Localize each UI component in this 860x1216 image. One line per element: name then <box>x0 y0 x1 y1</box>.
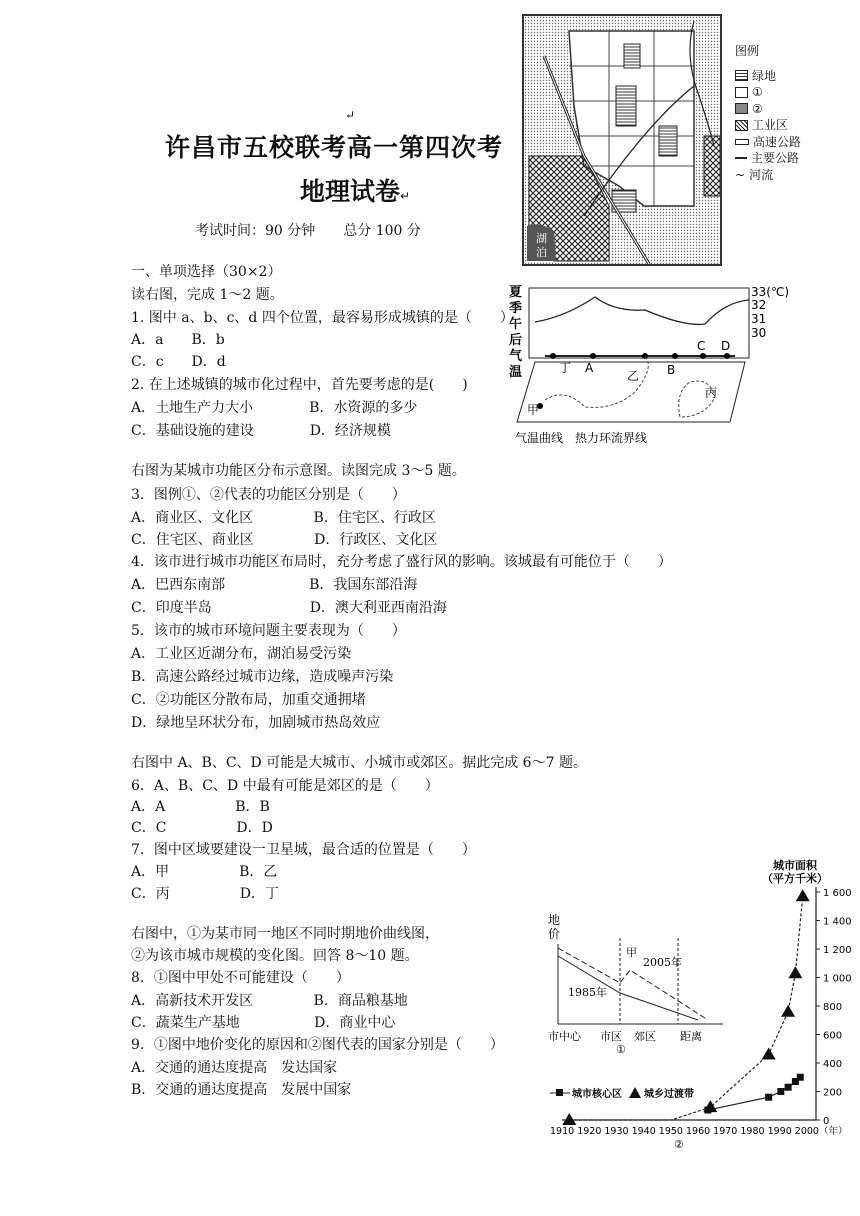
question-line: C．基础设施的建设 D．经济规模 <box>131 423 391 439</box>
y-tick-label: 1 200 <box>823 945 852 956</box>
question-line: D．绿地呈环状分布，加剧城市热岛效应 <box>131 715 381 731</box>
legend-transition-label: 城乡过渡带 <box>644 1089 694 1100</box>
temperature-figure <box>505 282 795 450</box>
svg-text:丙: 丙 <box>705 386 718 400</box>
y-tick-label: 1 400 <box>823 916 852 928</box>
svg-text:泊: 泊 <box>536 246 547 259</box>
question-line: 4．该市进行城市功能区布局时，充分考虑了盛行风的影响。该城最有可能位于（ ） <box>131 554 672 570</box>
question-line: A．a B．b <box>131 332 225 348</box>
paragraph-mark: ↵ <box>345 108 356 122</box>
industrial-swatch <box>735 120 748 131</box>
transition-point <box>562 1113 576 1125</box>
zone1-swatch <box>735 87 748 98</box>
svg-text:乙: 乙 <box>627 369 640 383</box>
question-line: 1. 图中 a、b、c、d 四个位置，最容易形成城镇的是（ ） <box>131 310 514 326</box>
question-line: 2. 在上述城镇的城市化过程中，首先要考虑的是( ) <box>131 377 468 393</box>
svg-text:丁: 丁 <box>559 361 572 375</box>
page-title: 许昌市五校联考高一第四次考 <box>165 133 504 162</box>
question-line: C．蔬菜生产基地 D．商业中心 <box>131 1015 396 1031</box>
city-function-map <box>522 14 722 266</box>
y-tick-label: 1 600 <box>823 888 852 899</box>
y-tick-label: 800 <box>823 1002 843 1013</box>
chart-number: ② <box>674 1138 684 1151</box>
question-line: 右图为某城市功能区分布示意图。读图完成 3～5 题。 <box>131 463 466 479</box>
question-line: 右图中 A、B、C、D 可能是大城市、小城市或郊区。据此完成 6～7 题。 <box>131 755 587 771</box>
question-line: A．巴西东南部 B．我国东部沿海 <box>131 577 418 593</box>
svg-text:市区: 市区 <box>600 1030 622 1043</box>
transition-point <box>781 1005 795 1017</box>
question-line: A．甲 B．乙 <box>131 864 278 880</box>
transition-point <box>796 889 810 901</box>
svg-text:距离: 距离 <box>680 1030 702 1043</box>
y-tick-label: 1 000 <box>823 973 852 985</box>
svg-text:季: 季 <box>509 301 523 316</box>
legend-core-marker <box>556 1089 563 1096</box>
city-area-chart <box>540 855 860 1155</box>
question-line: A．A B．B <box>131 799 270 815</box>
y-tick-label: 400 <box>823 1059 843 1070</box>
svg-text:气温曲线 热力环流界线: 气温曲线 热力环流界线 <box>515 431 648 445</box>
svg-text:D: D <box>721 339 731 353</box>
question-line: 9．①图中地价变化的原因和②图代表的国家分别是（ ） <box>131 1037 504 1053</box>
core-series-line <box>708 1077 800 1110</box>
svg-text:价: 价 <box>548 927 561 941</box>
question-line: A．高新技术开发区 B．商品粮基地 <box>131 993 408 1009</box>
question-line: 8．①图中甲处不可能建设（ ） <box>131 970 350 986</box>
question-line: 7．图中区域要建设一卫星城，最合适的位置是（ ） <box>131 842 476 858</box>
svg-text:1985年: 1985年 <box>568 986 607 999</box>
transition-point <box>762 1047 776 1059</box>
svg-text:33(℃): 33(℃) <box>751 285 790 299</box>
svg-text:甲: 甲 <box>626 946 637 959</box>
core-point <box>797 1074 804 1081</box>
question-line: C．住宅区、商业区 D．行政区、文化区 <box>131 532 438 548</box>
question-line: A．土地生产力大小 B．水资源的多少 <box>131 400 418 416</box>
question-line: A．交通的通达度提高 发达国家 <box>131 1060 338 1076</box>
svg-text:甲: 甲 <box>527 403 540 417</box>
svg-text:湖: 湖 <box>536 232 547 245</box>
question-line: 6．A、B、C、D 中最有可能是郊区的是（ ） <box>131 778 439 794</box>
question-line: 一、单项选择（30×2） <box>131 264 282 280</box>
question-line: C．丙 D．丁 <box>131 886 279 902</box>
y-tick-label: 600 <box>823 1030 843 1042</box>
green-land-swatch <box>735 70 748 81</box>
question-line: A．商业区、文化区 B．住宅区、行政区 <box>131 510 436 526</box>
svg-text:2005年: 2005年 <box>643 956 682 969</box>
question-line: 5．该市的城市环境问题主要表现为（ ） <box>131 623 406 639</box>
svg-text:郊区: 郊区 <box>634 1030 656 1043</box>
svg-text:C: C <box>697 339 706 353</box>
exam-meta: 考试时间：90 分钟 总分 100 分 <box>195 223 421 239</box>
question-line: 右图中，①为某市同一地区不同时期地价曲线图， <box>131 926 439 942</box>
page-subtitle: 地理试卷↵ <box>300 177 411 206</box>
question-line: 3．图例①、②代表的功能区分别是（ ） <box>131 487 406 503</box>
main-road-swatch <box>735 157 747 159</box>
highway-swatch <box>735 139 749 145</box>
question-line: C．c D．d <box>131 354 226 370</box>
svg-text:31: 31 <box>751 312 767 326</box>
transition-point <box>788 966 802 978</box>
question-line: ②为该市城市规模的变化图。回答 8～10 题。 <box>131 948 419 964</box>
svg-text:夏: 夏 <box>509 285 523 300</box>
y-tick-label: 200 <box>823 1087 843 1099</box>
svg-text:32: 32 <box>751 298 767 312</box>
legend-transition-marker <box>629 1087 641 1098</box>
svg-text:午: 午 <box>509 317 523 332</box>
core-point <box>765 1094 772 1101</box>
svg-text:温: 温 <box>509 365 523 380</box>
chart-title: 城市面积 <box>773 859 817 872</box>
y-tick-label: 0 <box>823 1116 830 1127</box>
x-tick-labels: 1910 1920 1930 1940 1950 1960 1970 1980 1990 2000（年） <box>550 1126 848 1137</box>
question-line: 读右图，完成 1～2 题。 <box>131 287 284 303</box>
svg-text:①: ① <box>616 1043 626 1053</box>
river-swatch: ~ <box>735 167 746 182</box>
legend-core-label: 城市核心区 <box>572 1089 622 1100</box>
map-svg <box>524 16 720 264</box>
svg-text:后: 后 <box>509 333 523 348</box>
question-line: C．C D．D <box>131 820 273 836</box>
question-line: B．交通的通达度提高 发展中国家 <box>131 1082 352 1098</box>
svg-text:B: B <box>667 363 676 377</box>
svg-text:气: 气 <box>509 349 523 364</box>
core-point <box>777 1088 784 1095</box>
question-line: C．②功能区分散布局，加重交通拥堵 <box>131 692 366 708</box>
zone2-swatch <box>735 103 748 114</box>
question-line: A．工业区近湖分布，湖泊易受污染 <box>131 646 352 662</box>
svg-text:30: 30 <box>751 326 767 340</box>
question-line: C．印度半岛 D．澳大利亚西南沿海 <box>131 600 447 616</box>
svg-text:市中心: 市中心 <box>548 1030 581 1043</box>
core-point <box>785 1084 792 1091</box>
legend-title: 图例 <box>735 44 760 58</box>
question-line: B．高速公路经过城市边缘，造成噪声污染 <box>131 669 394 685</box>
svg-text:地: 地 <box>548 913 561 927</box>
svg-text:A: A <box>585 361 594 375</box>
map-legend: 图例 绿地 ① ② 工业区 高速公路 主要公路 ~ 河流 <box>735 44 802 182</box>
transition-series-line <box>569 896 802 1120</box>
chart-unit: （平方千米） <box>762 872 828 885</box>
